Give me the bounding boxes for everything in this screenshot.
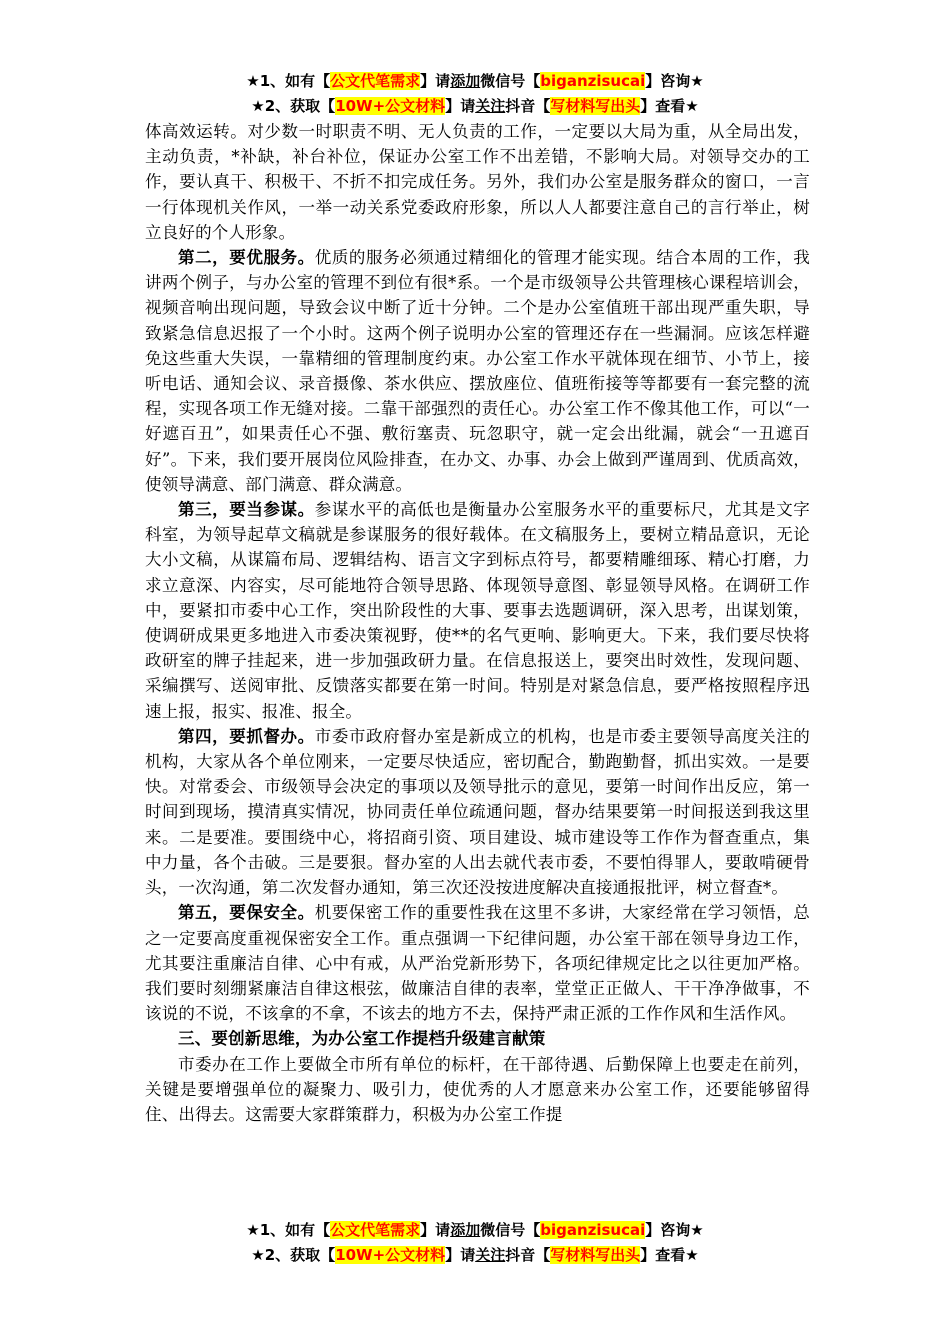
banner-text: 抖音【: [505, 1246, 551, 1264]
banner-wechat-id: biganzisucai: [540, 72, 646, 90]
banner-text: 】请: [445, 97, 476, 115]
paragraph-text: 参谋水平的高低也是衡量办公室服务水平的重要标尺，尤其是文字科室，为领导起草文稿就是参谋服务的很好载体。在文稿服务上，要树立精品意识，无论大小文稿，从谋篇布局、逻辑结构、语言文字到标点符号，都要精雕细琢、精心打磨，力求立意深、内容实，尽可能地符合领导思路、体现领导意图、彰显领导风格。在调研工作中，要紧扣市委中心工作，突出阶段性的大事、要事去选题调研，深入思考，出谋划策，使调研成果更多地进入市委决策视野，使**的名气更响、影响更大。下来，我们要尽快将政研室的牌子挂起来，进一步加强政研力量。在信息报送上，要突出时效性，发现问题、采编撰写、送阅审批、反馈落实都要在第一时间。特别是对紧急信息，要严格按照程序迅速上报，报实、报准、报全。: [145, 500, 810, 721]
banner-prefix: ★1、如有【: [246, 72, 331, 90]
banner-text: 】请: [445, 1246, 476, 1264]
paragraph-advisor: [145, 497, 810, 724]
banner-suffix: 】咨询★: [645, 72, 704, 90]
bottom-banner-line-2: [0, 1243, 950, 1267]
banner-wechat-id: biganzisucai: [540, 1221, 646, 1239]
paragraph-lead: 第三，要当参谋。: [178, 500, 315, 520]
banner-prefix: ★2、获取【: [251, 1246, 336, 1264]
paragraph-lead: 第五，要保安全。: [178, 903, 315, 923]
banner-douyin-id: 写材料写出头: [550, 1246, 641, 1264]
top-banner-line-2: [0, 94, 950, 118]
banner-highlight: 公文代笔需求: [330, 72, 421, 90]
banner-text: 微信号【: [480, 1221, 541, 1239]
banner-emphasis: 添加: [450, 72, 481, 90]
paragraph-security: [145, 900, 810, 1026]
banner-suffix: 】咨询★: [645, 1221, 704, 1239]
banner-highlight: 10W+公文材料: [335, 1246, 446, 1264]
banner-prefix: ★1、如有【: [246, 1221, 331, 1239]
paragraph-text: 市委市政府督办室是新成立的机构，也是市委主要领导高度关注的机构，大家从各个单位刚来，一定要尽快适应，密切配合，勤跑勤督，抓出实效。一是要快。对常委会、市级领导会决定的事项以及领导批示的意见，要第一时间作出反应，第一时间到现场，摸清真实情况，协同责任单位疏通问题，督办结果要第一时间报送到我这里来。二是要准。要围绕中心，将招商引资、项目建设、城市建设等工作作为督查重点，集中力量，各个击破。三是要狠。督办室的人出去就代表市委，不要怕得罪人，要敢啃硬骨头，一次沟通，第二次发督办通知，第三次还没按进度解决直接通报批评，树立督查*。: [145, 726, 810, 898]
paragraph-lead: 第四，要抓督办。: [178, 726, 315, 746]
paragraph-continued: 体高效运转。对少数一时职责不明、无人负责的工作，一定要以大局为重，从全局出发，主动负责，*补缺，补台补位，保证办公室工作不出差错，不影响大局。对领导交办的工作，要认真干、积极干、不折不扣完成任务。另外，我们办公室是服务群众的窗口，一言一行体现机关作风，一举一动关系党委政府形象，所以人人都要注意自己的言行举止，树立良好的个人形象。: [145, 122, 810, 242]
bottom-banner-line-1: [0, 1218, 950, 1242]
banner-highlight: 10W+公文材料: [335, 97, 446, 115]
banner-emphasis: 添加: [450, 1221, 481, 1239]
banner-text: 抖音【: [505, 97, 551, 115]
banner-prefix: ★2、获取【: [251, 97, 336, 115]
section-heading: 三、要创新思维，为办公室工作提档升级建言献策: [178, 1029, 546, 1049]
banner-suffix: 】查看★: [640, 1246, 699, 1264]
document-body: [145, 119, 810, 1127]
paragraph-service: [145, 245, 810, 497]
paragraph-innovation: 市委办在工作上要做全市所有单位的标杆，在干部待遇、后勤保障上也要走在前列，关键是要增强单位的凝聚力、吸引力，使优秀的人才愿意来办公室工作，还要能够留得住、出得去。这需要大家群策群力，积极为办公室工作提: [145, 1054, 810, 1124]
banner-emphasis: 关注: [475, 97, 506, 115]
banner-douyin-id: 写材料写出头: [550, 97, 641, 115]
banner-text: 】请: [420, 72, 451, 90]
banner-suffix: 】查看★: [640, 97, 699, 115]
banner-highlight: 公文代笔需求: [330, 1221, 421, 1239]
banner-text: 】请: [420, 1221, 451, 1239]
banner-text: 微信号【: [480, 72, 541, 90]
banner-emphasis: 关注: [475, 1246, 506, 1264]
paragraph-text: 机要保密工作的重要性我在这里不多讲，大家经常在学习领悟，总之一定要高度重视保密安全工作。重点强调一下纪律问题，办公室干部在领导身边工作，尤其要注重廉洁自律、心中有戒，从严治党新形势下，各项纪律规定比之以往更加严格。我们要时刻绷紧廉洁自律这根弦，做廉洁自律的表率，堂堂正正做人、干干净净做事，不该说的不说，不该拿的不拿，不该去的地方不去，保持严肃正派的工作作风和生活作风。: [145, 903, 810, 1024]
top-banner-line-1: [0, 69, 950, 93]
paragraph-supervision: [145, 724, 810, 900]
paragraph-text: 优质的服务必须通过精细化的管理才能实现。结合本周的工作，我讲两个例子，与办公室的管理不到位有很*系。一个是市级领导公共管理核心课程培训会，视频音响出现问题，导致会议中断了近十分钟。二个是办公室值班干部出现严重失职，导致紧急信息迟报了一个小时。这两个例子说明办公室的管理还存在一些漏洞。应该怎样避免这些重大失误，一靠精细的管理制度约束。办公室工作水平就体现在细节、小节上，接听电话、通知会议、录音摄像、茶水供应、摆放座位、值班衔接等等都要有一套完整的流程，实现各项工作无缝对接。二靠干部强烈的责任心。办公室工作不像其他工作，可以“一好遮百丑”，如果责任心不强、敷衍塞责、玩忽职守，就一定会出纰漏，就会“一丑遮百好”。下来，我们要开展岗位风险排查，在办文、办事、办会上做到严谨周到、优质高效，使领导满意、部门满意、群众满意。: [145, 248, 810, 494]
paragraph-lead: 第二，要优服务。: [178, 248, 315, 268]
